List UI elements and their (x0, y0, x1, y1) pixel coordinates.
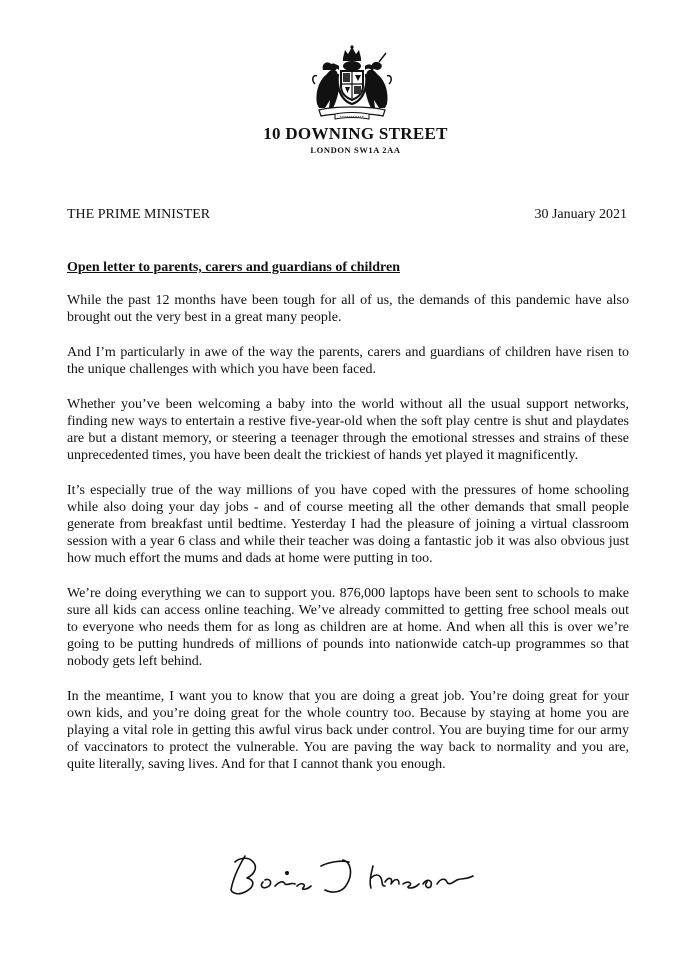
handwritten-signature-icon (225, 852, 485, 898)
royal-coat-of-arms-icon (309, 44, 395, 122)
paragraph: In the meantime, I want you to know that you are doing a great job. You’re doing great for your own kids, and you’re doing great for the whole country too. Because by staying at home you are playing a vital role in getting this awful virus back under control. You are buying time for our army of vaccinators to protect the vulnerable. You are paving the way back to normality and you are, quite literally, saving lives. And for that I cannot thank you enough. (67, 689, 629, 772)
letterhead-title: 10 DOWNING STREET (263, 124, 448, 143)
letter-body (67, 259, 629, 791)
paragraph: And I’m particularly in awe of the way the parents, carers and guardians of children have risen to the unique challenges with which you have been faced. (67, 345, 629, 377)
letter-heading: Open letter to parents, carers and guardians of children (67, 260, 401, 275)
paragraph: While the past 12 months have been tough for all of us, the demands of this pandemic have also brought out the very best in a great many people. (67, 293, 629, 325)
paragraph: It’s especially true of the way millions of you have coped with the pressures of home schooling while also doing your day jobs - and of course meeting all the other demands that small people generate from breakfast until bedtime. Yesterday I had the pleasure of joining a virtual classroom session with a year 6 class and while their teacher was doing a fantastic job it was also obvious just how much effort the mums and dads at home were putting in too. (67, 483, 629, 566)
letterhead-address: LONDON SW1A 2AA (310, 145, 401, 155)
sender-label: THE PRIME MINISTER (67, 207, 211, 222)
paragraph: Whether you’ve been welcoming a baby into the world without all the usual support networks, finding new ways to entertain a restive five-year-old when the soft play centre is shut and playdates are but a distant memory, or steering a teenager through the emotional stresses and strains of these unprecedented times, you have been dealt the trickiest of hands yet played it magnificently. (67, 397, 629, 463)
letter-date: 30 January 2021 (534, 207, 627, 222)
paragraph: We’re doing everything we can to support you. 876,000 laptops have been sent to schools to make sure all kids can access online teaching. We’ve already committed to getting free school meals out to everyone who needs them for as long as children are at home. And when all this is over we’re going to be putting hundreds of millions of pounds into nationwide catch-up programmes so that nobody gets left behind. (67, 586, 629, 669)
